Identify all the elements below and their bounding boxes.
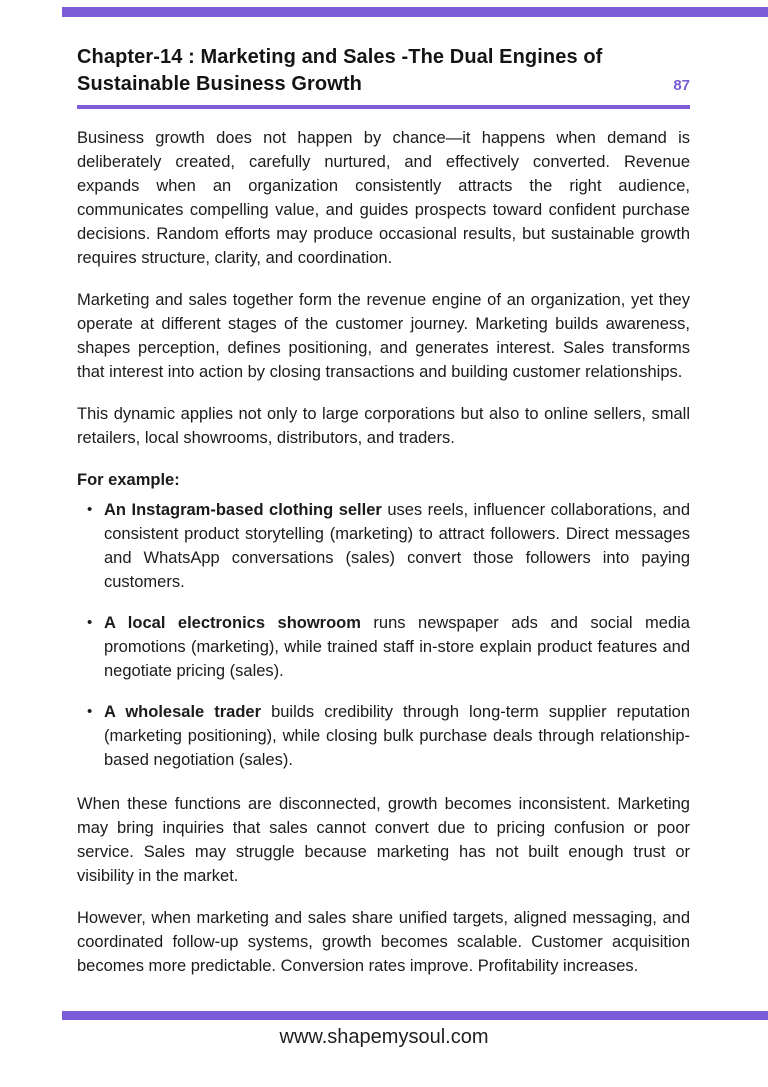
- list-item-text: [104, 700, 690, 772]
- list-item-lead: A local electronics showroom: [104, 614, 361, 632]
- bullet-icon: •: [87, 614, 93, 631]
- bullet-icon: •: [87, 703, 93, 720]
- paragraph-dynamic-applies: This dynamic applies not only to large corporations but also to online sellers, small retailers, local showrooms, distributors, and traders.: [77, 405, 690, 447]
- list-item-instagram-seller: [77, 498, 690, 594]
- examples-heading: For example:: [77, 471, 180, 489]
- page-number: 87: [673, 77, 690, 94]
- list-item-lead: An Instagram-based clothing seller: [104, 501, 382, 519]
- paragraph-disconnected: When these functions are disconnected, growth becomes inconsistent. Marketing may bring inquiries that sales cannot convert due to pricing confusion or poor service. Sales may struggle because marketing has not built enough trust or visibility in the market.: [77, 795, 690, 885]
- footer: [0, 1026, 768, 1049]
- paragraph-revenue-engine: Marketing and sales together form the revenue engine of an organization, yet they operate at different stages of the customer journey. Marketing builds awareness, shapes perception, defines positioning, and generates interest. Sales transforms that interest into action by closing transactions and building customer relationships.: [77, 291, 690, 381]
- page-content: [77, 126, 690, 978]
- chapter-title: Chapter-14 : Marketing and Sales -The Dual Engines of Sustainable Business Growth: [77, 46, 603, 95]
- chapter-header: [77, 44, 690, 98]
- website-url: www.shapemysoul.com: [279, 1026, 489, 1048]
- list-item-wholesale-trader: [77, 700, 690, 772]
- list-item-text: [104, 611, 690, 683]
- list-item-electronics-showroom: [77, 611, 690, 683]
- bottom-accent-bar: [62, 1011, 768, 1020]
- list-item-body: uses reels, influencer collaborations, and consistent product storytelling (marketing) to attract followers. Direct messages and WhatsApp conversations (sales) convert those followers into paying customers.: [104, 501, 691, 591]
- list-item-text: [104, 498, 690, 594]
- list-item-body: builds credibility through long-term supplier reputation (marketing positioning), while closing bulk purchase deals through relationship-based negotiation (sales).: [104, 703, 690, 769]
- title-divider: [77, 105, 690, 109]
- bullet-icon: •: [87, 501, 93, 518]
- list-item-lead: A wholesale trader: [104, 703, 262, 721]
- paragraph-unified-targets: However, when marketing and sales share unified targets, aligned messaging, and coordinated follow-up systems, growth becomes scalable. Customer acquisition becomes more predictable. Conversion rates improve. Profitability increases.: [77, 909, 690, 975]
- list-item-body: runs newspaper ads and social media promotions (marketing), while trained staff in-store explain product features and negotiate pricing (sales).: [104, 614, 690, 680]
- paragraph-intro: Business growth does not happen by chance—it happens when demand is deliberately created, carefully nurtured, and effectively converted. Revenue expands when an organization consistently attracts the right audience, communicates compelling value, and guides prospects toward confident purchase decisions. Random efforts may produce occasional results, but sustainable growth requires structure, clarity, and coordination.: [77, 129, 690, 267]
- top-accent-bar: [62, 7, 768, 17]
